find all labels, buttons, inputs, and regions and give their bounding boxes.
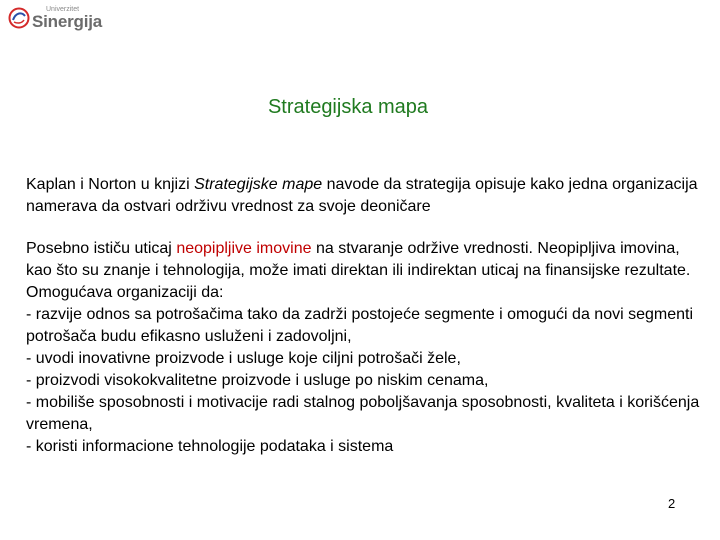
book-title: Strategijske mape — [194, 176, 323, 193]
paragraph-intro — [26, 174, 706, 218]
intro-text-1: Kaplan i Norton u knjizi — [26, 176, 195, 193]
intangible-assets-highlight: neopipljive imovine — [176, 240, 312, 257]
list-item: - koristi informacione tehnologije podataka i sistema — [26, 438, 394, 455]
intro-text-2: navode da strategija opisuje kako jedna organizacija namerava da ostvari održivu vrednost za svoje deoničare — [26, 176, 698, 215]
list-item: - uvodi inovativne proizvode i usluge koje ciljni potrošači žele, — [26, 350, 461, 367]
logo-name: Sinergija — [32, 12, 103, 31]
university-logo — [8, 4, 103, 32]
logo-emblem-icon — [8, 7, 30, 29]
assets-text-1: Posebno ističu uticaj — [26, 240, 177, 257]
page-number: 2 — [668, 496, 676, 511]
assets-text-2: na stvaranje održive vrednosti. Neopipljiva imovina, kao što su znanje i tehnologija, može imati direktan ili indirektan uticaj na finansijske rezultate. Omogućava organizaciji da: — [26, 240, 691, 301]
list-item: - mobiliše sposobnosti i motivacije radi stalnog poboljšavanja sposobnosti, kvaliteta i korišćenja vremena, — [26, 394, 700, 433]
paragraph-intangible-assets — [26, 238, 706, 458]
list-item: - razvije odnos sa potrošačima tako da zadrži postojeće segmente i omogući da novi segmenti potrošača budu efikasno usluženi i zadovoljni, — [26, 306, 694, 345]
slide-title: Strategijska mapa — [267, 96, 429, 118]
list-item: - proizvodi visokokvalitetne proizvode i usluge po niskim cenama, — [26, 372, 489, 389]
logo-university-label: Univerzitet — [46, 6, 80, 13]
